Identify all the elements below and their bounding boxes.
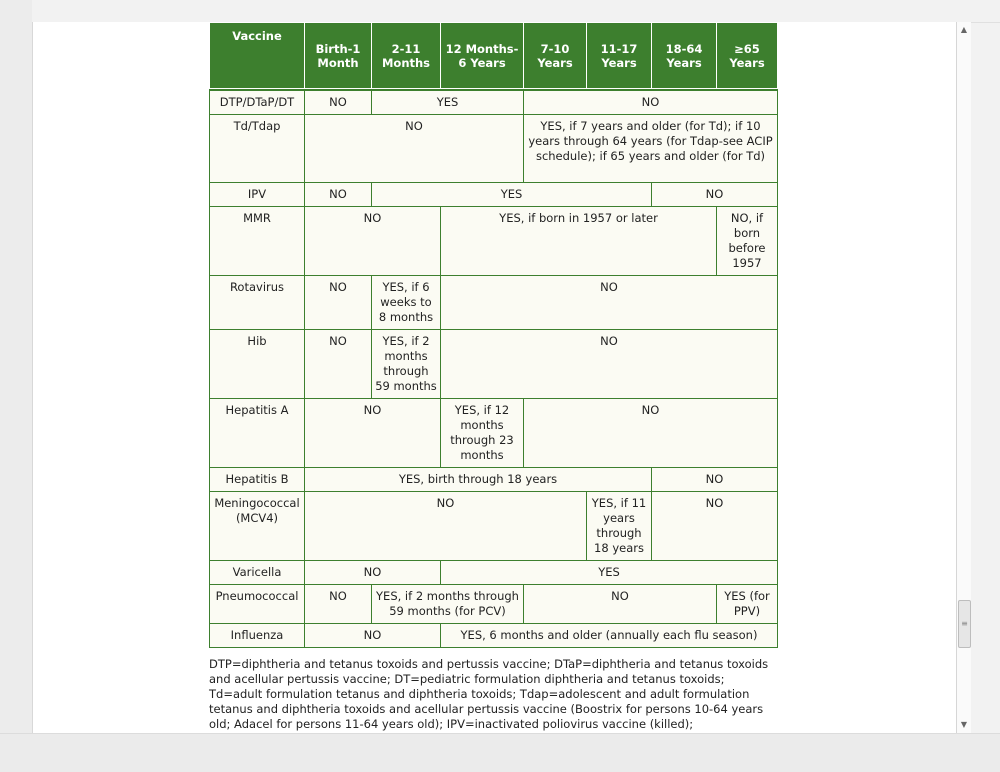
- vertical-scrollbar[interactable]: [956, 22, 971, 733]
- table-cell: YES, if 2 months through 59 months: [372, 330, 441, 399]
- table-row: [210, 330, 778, 399]
- table-cell: NO: [652, 468, 778, 492]
- vaccine-name: Influenza: [210, 624, 305, 648]
- table-cell: NO: [305, 207, 441, 276]
- table-row: [210, 561, 778, 585]
- vaccine-name: Hepatitis B: [210, 468, 305, 492]
- table-cell: NO: [441, 330, 778, 399]
- vaccine-name: Hib: [210, 330, 305, 399]
- table-cell: NO: [524, 90, 778, 115]
- table-row: [210, 115, 778, 183]
- table-cell: NO: [305, 183, 372, 207]
- table-cell: YES: [372, 183, 652, 207]
- table-row: [210, 585, 778, 624]
- table-cell: NO: [305, 330, 372, 399]
- scroll-down-icon[interactable]: ▼: [960, 720, 968, 729]
- table-row: [210, 399, 778, 468]
- table-row: [210, 207, 778, 276]
- scrollbar-thumb[interactable]: ≡: [958, 600, 971, 648]
- table-row: [210, 492, 778, 561]
- table-cell: NO: [524, 585, 717, 624]
- table-cell: NO: [305, 585, 372, 624]
- table-cell: NO: [305, 624, 441, 648]
- table-cell: NO: [305, 276, 372, 330]
- table-row: [210, 624, 778, 648]
- header-18-64-years: 18-64 Years: [652, 23, 717, 89]
- table-cell: NO: [652, 492, 778, 561]
- table-cell: NO, if born before 1957: [717, 207, 778, 276]
- table-cell: NO: [305, 115, 524, 183]
- table-cell: NO: [305, 399, 441, 468]
- table-cell: YES, if 11 years through 18 years: [587, 492, 652, 561]
- vaccine-name: Varicella: [210, 561, 305, 585]
- table-cell: YES: [441, 561, 778, 585]
- vaccine-name: Meningococcal (MCV4): [210, 492, 305, 561]
- table-row: [210, 90, 778, 115]
- header-vaccine: Vaccine: [210, 23, 305, 89]
- table-row: [210, 276, 778, 330]
- table-cell: YES, if 7 years and older (for Td); if 10 years through 64 years (for Tdap-see ACIP schedule); if 65 years and older (for Td): [524, 115, 778, 183]
- table-cell: NO: [652, 183, 778, 207]
- table-header-row: [210, 23, 778, 89]
- header-2-11-months: 2-11 Months: [372, 23, 441, 89]
- vaccine-schedule-table: [209, 22, 778, 648]
- header-7-10-years: 7-10 Years: [524, 23, 587, 89]
- table-cell: YES, if 12 months through 23 months: [441, 399, 524, 468]
- vaccine-name: Hepatitis A: [210, 399, 305, 468]
- table-cell: NO: [524, 399, 778, 468]
- table-cell: NO: [441, 276, 778, 330]
- table-cell: NO: [305, 90, 372, 115]
- table-row: [210, 468, 778, 492]
- vaccine-name: Pneumococcal: [210, 585, 305, 624]
- header-12-months-6-years: 12 Months-6 Years: [441, 23, 524, 89]
- vaccine-name: IPV: [210, 183, 305, 207]
- bottom-bar: [0, 733, 1000, 772]
- top-bar: [0, 0, 1000, 23]
- vaccine-name: DTP/DTaP/DT: [210, 90, 305, 115]
- page-viewport: [32, 22, 958, 733]
- vaccine-name: MMR: [210, 207, 305, 276]
- table-cell: YES, if born in 1957 or later: [441, 207, 717, 276]
- abbreviation-notes: DTP=diphtheria and tetanus toxoids and pertussis vaccine; DTaP=diphtheria and tetanus toxoids and acellular pertussis vaccine; DT=pediatric formulation diphtheria and tetanus toxoids; Td=adult formulation tetanus and diphtheria toxoids; Tdap=adolescent and adult formulation tetanus and diphtheria toxoids and acellular pertussis vaccine (Boostrix for persons 10-64 years old; Adacel for persons 11-64 years old); IPV=inactivated poliovirus vaccine (killed);: [209, 657, 769, 731]
- left-margin: [0, 0, 32, 771]
- table-cell: YES, if 6 weeks to 8 months: [372, 276, 441, 330]
- header-birth: Birth-1 Month: [305, 23, 372, 89]
- table-cell: YES, 6 months and older (annually each flu season): [441, 624, 778, 648]
- scroll-up-icon[interactable]: ▲: [960, 25, 968, 34]
- vaccine-name: Rotavirus: [210, 276, 305, 330]
- table-row: [210, 183, 778, 207]
- header-65-years: ≥65 Years: [717, 23, 778, 89]
- table-cell: YES, if 2 months through 59 months (for PCV): [372, 585, 524, 624]
- table-cell: NO: [305, 561, 441, 585]
- table-cell: YES: [372, 90, 524, 115]
- table-cell: YES (for PPV): [717, 585, 778, 624]
- header-11-17-years: 11-17 Years: [587, 23, 652, 89]
- table-cell: YES, birth through 18 years: [305, 468, 652, 492]
- vaccine-name: Td/Tdap: [210, 115, 305, 183]
- table-cell: NO: [305, 492, 587, 561]
